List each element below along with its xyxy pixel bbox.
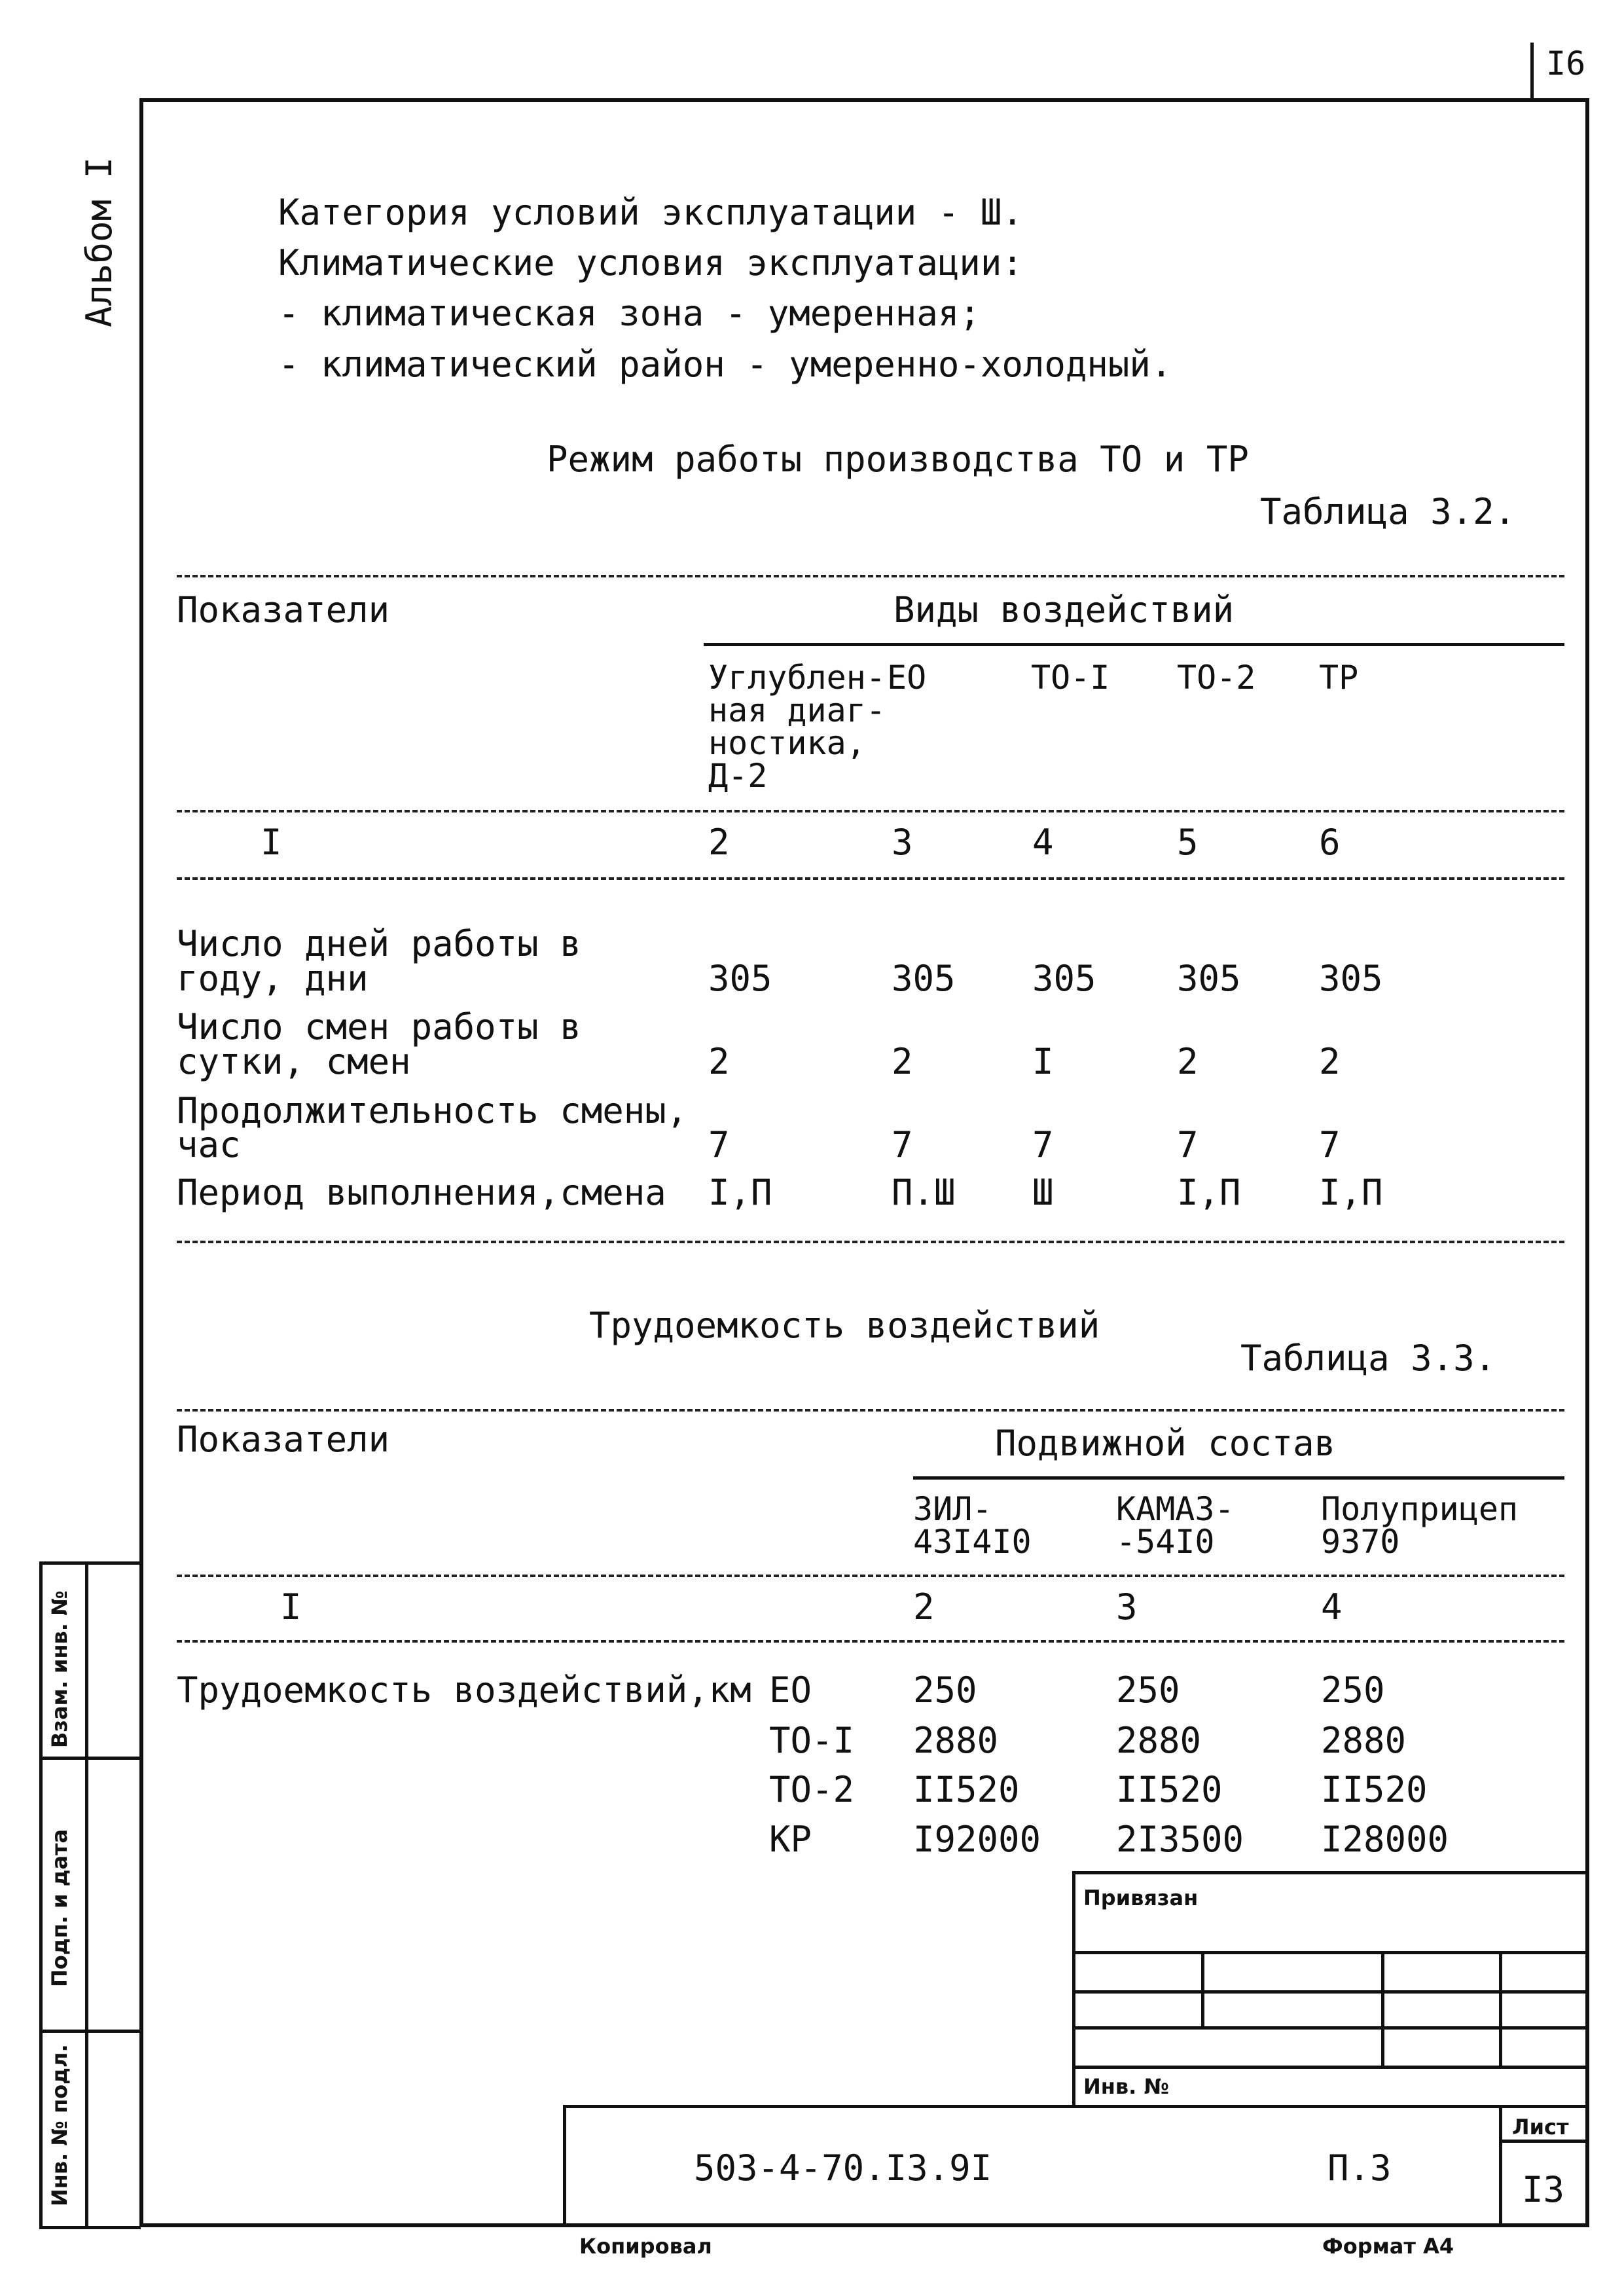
table32-row2-label2: сутки, смен — [177, 1041, 411, 1082]
table32-row3-val3: 7 — [1032, 1124, 1054, 1165]
table32-top-rule — [177, 575, 1564, 577]
intro-line-3: - климатическая зона - умеренная; — [278, 293, 981, 334]
table32-row2-val2: 2 — [892, 1041, 913, 1082]
table32-row2-label1: Число смен работы в — [177, 1006, 581, 1048]
album-label: Альбом I — [79, 156, 120, 327]
table32-row4-val5: I,П — [1319, 1172, 1383, 1213]
intro-line-2: Климатические условия эксплуатации: — [278, 242, 1023, 283]
table33-label: Таблица 3.3. — [1240, 1338, 1496, 1379]
table32-colnum-6: 6 — [1319, 822, 1341, 863]
table33-col1-line2: 43I4I0 — [913, 1523, 1032, 1561]
table32-subheader-1: Углублен- — [708, 659, 886, 697]
table32-title: Режим работы производства ТО и ТР — [547, 439, 1249, 480]
side-stamp-vzam-inv: Взам. инв. № — [47, 1590, 72, 1748]
table32-subheader-3: ностика, — [708, 724, 866, 762]
table33-title: Трудоемкость воздействий — [589, 1305, 1100, 1346]
table32-subheader-4: Д-2 — [708, 757, 768, 795]
table33-top-rule — [177, 1409, 1564, 1412]
document-code: 503-4-70.I3.9I — [694, 2147, 992, 2189]
table33-header-rule — [177, 1575, 1564, 1577]
table33-row2-val2: 2880 — [1116, 1720, 1202, 1761]
table33-row3-val3: II520 — [1321, 1769, 1428, 1810]
table32-col-tr: ТР — [1319, 659, 1359, 697]
sheet-label: Лист — [1512, 2115, 1569, 2140]
table33-col3-line2: 9370 — [1321, 1523, 1400, 1561]
table32-row3-val1: 7 — [708, 1124, 730, 1165]
table33-row1-type: ЕО — [769, 1669, 812, 1711]
table32-header-rule — [177, 810, 1564, 812]
table32-row1-val1: 305 — [708, 958, 772, 999]
table33-row3-val1: II520 — [913, 1769, 1020, 1810]
table32-colnum-5: 5 — [1177, 822, 1199, 863]
table33-colnum-2: 2 — [913, 1586, 935, 1628]
table33-col3-line1: Полуприцеп — [1321, 1490, 1519, 1528]
table33-numbers-rule — [177, 1640, 1564, 1643]
table33-row2-val3: 2880 — [1321, 1720, 1407, 1761]
binding-stamp-title: Привязан — [1083, 1886, 1199, 1910]
table32-colnum-4: 4 — [1032, 822, 1054, 863]
table32-group-rule — [704, 643, 1564, 646]
table32-colnum-1: I — [261, 822, 282, 863]
table32-row3-val4: 7 — [1177, 1124, 1199, 1165]
table32-row3-val2: 7 — [892, 1124, 913, 1165]
table33-row4-val3: I28000 — [1321, 1819, 1449, 1860]
table33-row1-val1: 250 — [913, 1669, 977, 1711]
table33-group-rule — [913, 1476, 1564, 1480]
sheet-number: I3 — [1522, 2169, 1565, 2210]
table32-row1-val3: 305 — [1032, 958, 1096, 999]
table32-row4-val3: Ш — [1032, 1172, 1054, 1213]
table32-colnum-3: 3 — [892, 822, 913, 863]
table32-col-to2: ТО-2 — [1177, 659, 1256, 697]
drawing-frame — [139, 98, 1589, 2227]
table33-row3-val2: II520 — [1116, 1769, 1223, 1810]
table32-header-indicators: Показатели — [177, 589, 390, 630]
table33-row4-val2: 2I3500 — [1116, 1819, 1244, 1860]
table32-row2-val3: I — [1032, 1041, 1054, 1082]
table33-col2-line1: КАМАЗ- — [1116, 1490, 1235, 1528]
inv-no-label: Инв. № — [1083, 2074, 1169, 2099]
table32-row3-label2: час — [177, 1124, 241, 1165]
table32-col-eo: ЕО — [887, 659, 927, 697]
table33-row2-val1: 2880 — [913, 1720, 999, 1761]
table33-row4-val1: I92000 — [913, 1819, 1041, 1860]
intro-line-1: Категория условий эксплуатации - Ш. — [278, 192, 1023, 233]
table32-label: Таблица 3.2. — [1260, 491, 1516, 532]
table33-row1-val3: 250 — [1321, 1669, 1385, 1711]
table33-header-group: Подвижной состав — [995, 1423, 1336, 1464]
table33-colnum-3: 3 — [1116, 1586, 1138, 1628]
table33-row3-type: ТО-2 — [769, 1769, 855, 1810]
document-section: П.3 — [1327, 2147, 1392, 2189]
table32-header-group: Виды воздействий — [893, 589, 1235, 630]
side-stamp-podp-data: Подп. и дата — [47, 1829, 72, 1987]
table32-bottom-rule — [177, 1241, 1564, 1243]
table32-row4-label1: Период выполнения,смена — [177, 1172, 666, 1213]
intro-line-4: - климатический район - умеренно-холодный. — [278, 344, 1172, 385]
table32-row4-val2: П.Ш — [892, 1172, 956, 1213]
table32-col-to1: ТО-I — [1031, 659, 1110, 697]
table33-row2-type: ТО-I — [769, 1720, 855, 1761]
table32-row3-label1: Продолжительность смены, — [177, 1090, 688, 1131]
table33-row4-type: КР — [769, 1819, 812, 1860]
format-label: Формат А4 — [1322, 2234, 1454, 2259]
table33-row1-val2: 250 — [1116, 1669, 1180, 1711]
table32-row2-val5: 2 — [1319, 1041, 1341, 1082]
table33-colnum-4: 4 — [1321, 1586, 1343, 1628]
table32-row1-label2: году, дни — [177, 958, 369, 999]
page-number: I6 — [1546, 45, 1586, 82]
table33-col2-line2: -54I0 — [1116, 1523, 1215, 1561]
page-number-divider — [1530, 43, 1534, 100]
table32-row1-val2: 305 — [892, 958, 956, 999]
table33-col1-line1: ЗИЛ- — [913, 1490, 992, 1528]
table32-row1-val5: 305 — [1319, 958, 1383, 999]
copied-label: Копировал — [579, 2234, 712, 2259]
table32-subheader-2: ная диаг- — [708, 691, 886, 729]
table32-row2-val1: 2 — [708, 1041, 730, 1082]
table32-row4-val4: I,П — [1177, 1172, 1241, 1213]
table32-row1-val4: 305 — [1177, 958, 1241, 999]
table32-colnum-2: 2 — [708, 822, 730, 863]
table32-row1-label1: Число дней работы в — [177, 923, 581, 964]
table32-row3-val5: 7 — [1319, 1124, 1341, 1165]
table32-numbers-rule — [177, 877, 1564, 880]
side-stamp-inv-podl: Инв. № подл. — [47, 2044, 72, 2206]
table33-colnum-1: I — [280, 1586, 302, 1628]
table33-row-label: Трудоемкость воздействий,км — [177, 1669, 751, 1711]
table32-row4-val1: I,П — [708, 1172, 772, 1213]
table33-header-indicators: Показатели — [177, 1419, 390, 1460]
table32-row2-val4: 2 — [1177, 1041, 1199, 1082]
